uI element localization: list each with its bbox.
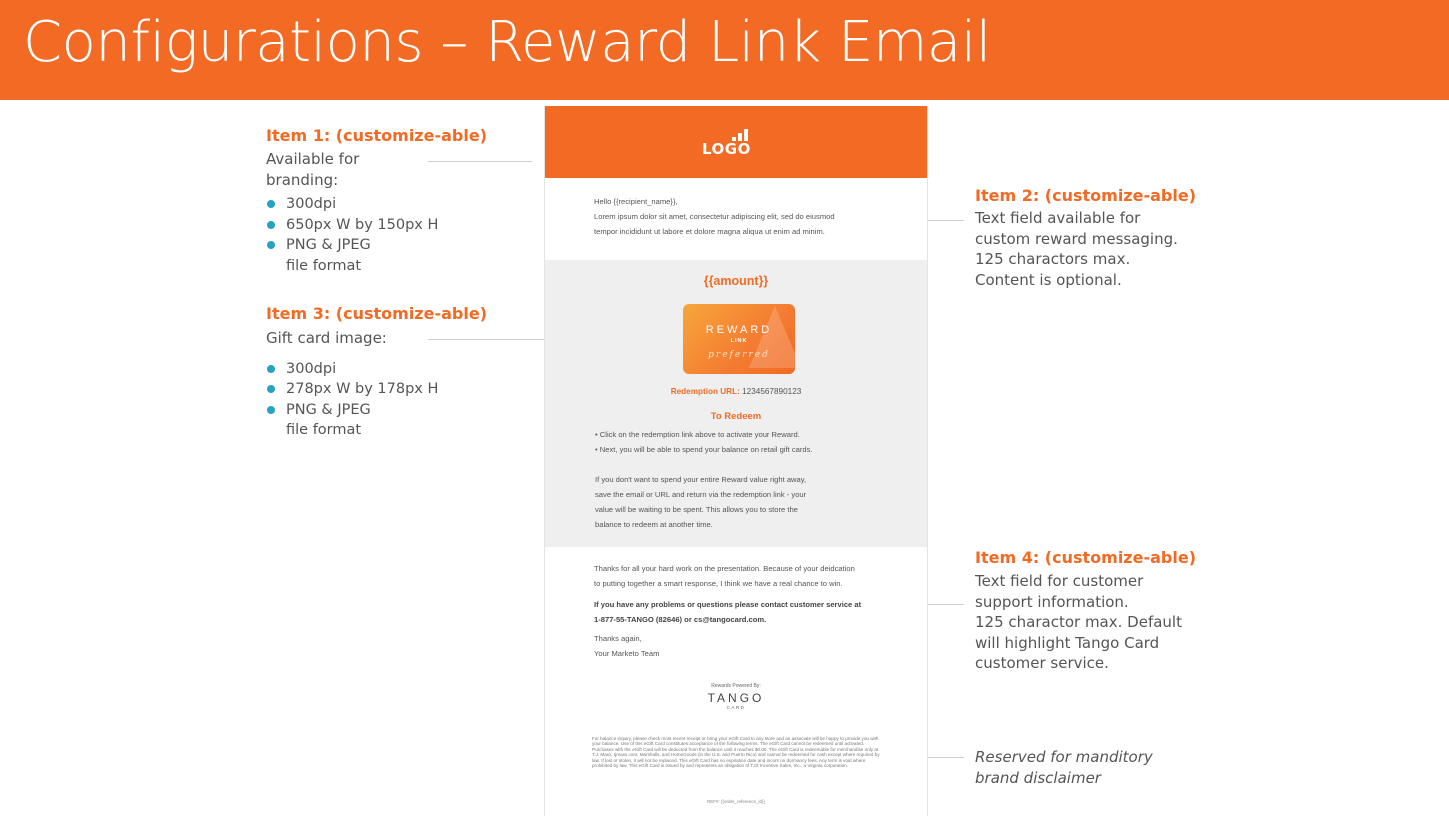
list-item: 300dpi <box>266 194 466 215</box>
intro-line: Lorem ipsum dolor sit amet, consectetur adipiscing elit, sed do eiusmod <box>594 212 835 221</box>
intro-line: tempor incididunt ut labore et dolore magna aliqua ut enim ad minim. <box>594 227 825 236</box>
item2-annotation <box>975 186 1235 290</box>
item3-desc: Gift card image: <box>266 329 387 347</box>
item1-desc-line1: Available for <box>266 150 360 168</box>
spacer <box>595 457 885 472</box>
redeem-line: • Next, you will be able to spend your balance on retail gift cards. <box>595 445 813 454</box>
item4-line: customer service. <box>975 654 1109 672</box>
bullet-icon <box>267 221 275 229</box>
gift-card-image <box>683 304 795 374</box>
item2-title: Item 2: (customize-able) <box>975 186 1197 205</box>
item4-title: Item 4: (customize-able) <box>975 548 1197 567</box>
item2-line: Text field available for <box>975 209 1141 227</box>
card-title: REWARD <box>705 324 773 336</box>
item2-line: custom reward messaging. <box>975 229 1178 248</box>
item3-title: Item 3: (customize-able) <box>266 304 488 323</box>
list-item-continuation: file format <box>286 257 362 274</box>
redeem-line: save the email or URL and return via the redemption link - your <box>595 490 807 499</box>
list-item: 650px W by 150px H <box>266 215 466 236</box>
redeem-line: If you don't want to spend your entire Reward value right away, <box>595 475 807 484</box>
bullet-icon <box>267 241 275 249</box>
bullet-icon <box>267 200 275 208</box>
redeem-instructions <box>595 427 885 532</box>
list-item: 300dpi <box>266 359 486 380</box>
item4-line: will highlight Tango Card <box>975 633 1160 652</box>
item4-line: 125 charactor max. Default <box>975 613 1182 631</box>
bullet-icon <box>267 406 275 414</box>
item4-annotation <box>975 548 1235 674</box>
item4-line: support information. <box>975 592 1129 611</box>
tango-card-text: CARD <box>726 705 746 710</box>
redemption-url-label: Redemption URL: <box>670 387 740 396</box>
list-item: PNG & JPEG <box>266 235 466 256</box>
reserved-line: brand disclaimer <box>975 768 1101 787</box>
support-line: If you have any problems or questions please contact customer service at <box>594 600 862 609</box>
redeem-line: • Click on the redemption link above to activate your Reward. <box>595 430 800 439</box>
greeting: Hello {{recipient_name}}, <box>594 197 678 206</box>
intro-message <box>594 194 894 239</box>
tango-logo-text: TANGO <box>707 691 765 705</box>
item1-bullets <box>266 194 466 276</box>
to-redeem-heading: To Redeem <box>710 411 762 422</box>
email-preview <box>544 106 928 816</box>
signoff <box>594 631 894 661</box>
support-info <box>594 597 894 627</box>
slide-header <box>0 0 1449 100</box>
bullet-icon <box>267 365 275 373</box>
signoff-line: Your Marketo Team <box>594 649 660 658</box>
powered-by-label: Rewards Powered By: <box>711 683 761 689</box>
reward-amount: {{amount}} <box>703 274 769 288</box>
redemption-url <box>545 387 927 396</box>
item3-annotation <box>266 304 486 441</box>
logo <box>702 126 752 160</box>
custom-message <box>594 561 894 591</box>
reserved-line: Reserved for manditory <box>975 748 1153 766</box>
slide-title: Configurations – Reward Link Email <box>23 10 991 75</box>
signoff-line: Thanks again, <box>594 634 642 643</box>
item2-line: Content is optional. <box>975 270 1122 289</box>
reserved-annotation <box>975 747 1235 788</box>
redeem-line: value will be waiting to be spent. This allows you to store the <box>595 505 798 514</box>
logo-text: LOGO <box>702 140 751 158</box>
support-line: 1-877-55-TANGO (82646) or cs@tangocard.com. <box>594 615 767 624</box>
list-item-continuation: file format <box>286 422 362 438</box>
reference-id: REF#: {{order_reference_id}} <box>706 799 766 804</box>
redemption-url-value[interactable]: 1234567890123 <box>742 387 802 396</box>
item1-desc-line2: branding: <box>266 170 339 189</box>
item1-annotation <box>266 126 488 276</box>
list-item: PNG & JPEG <box>266 400 486 421</box>
item3-bullets <box>266 359 486 441</box>
item2-line: 125 charactors max. <box>975 250 1131 268</box>
message-line: Thanks for all your hard work on the presentation. Because of your deidcation <box>594 564 855 573</box>
item4-line: Text field for customer <box>975 572 1144 590</box>
bullet-icon <box>267 385 275 393</box>
item1-title: Item 1: (customize-able) <box>266 126 488 145</box>
card-script: preferred <box>708 350 770 360</box>
redeem-line: balance to redeem at another time. <box>595 520 713 529</box>
list-item: 278px W by 178px H <box>266 379 486 400</box>
reward-panel <box>545 260 927 547</box>
card-subtitle: LINK <box>730 338 748 344</box>
email-header <box>545 106 927 178</box>
message-line: to putting together a smart response, I think we have a real chance to win. <box>594 579 843 588</box>
brand-disclaimer: For balance inquiry, please check most recent receipt or bring your eGift Card to any store and an associate will be happy to provide you with your balance. Use of this eGift Card constitutes acceptance of the following terms. The eGift Card cannot be redeemed until activated. Purchases with the eGift Card will be deducted from the balance until it reaches $0.00. The eGift Card is redeemable for merchandise only at T.J. Maxx, tjmaxx.com, Marshalls, and HomeGoods (in the U.S. and Puerto Rico) and cannot be redeemed for cash except where required by law. If lost or stolen, it will not be replaced. This eGift Card has no expiration date and incurs no dormancy fees. Any term is void where prohibited by law. This eGift Card is issued by and represents an obligation of TJX Incentive Sales, Inc., a Virginia corporation. <box>592 736 880 769</box>
item1-leader-line <box>428 161 532 162</box>
